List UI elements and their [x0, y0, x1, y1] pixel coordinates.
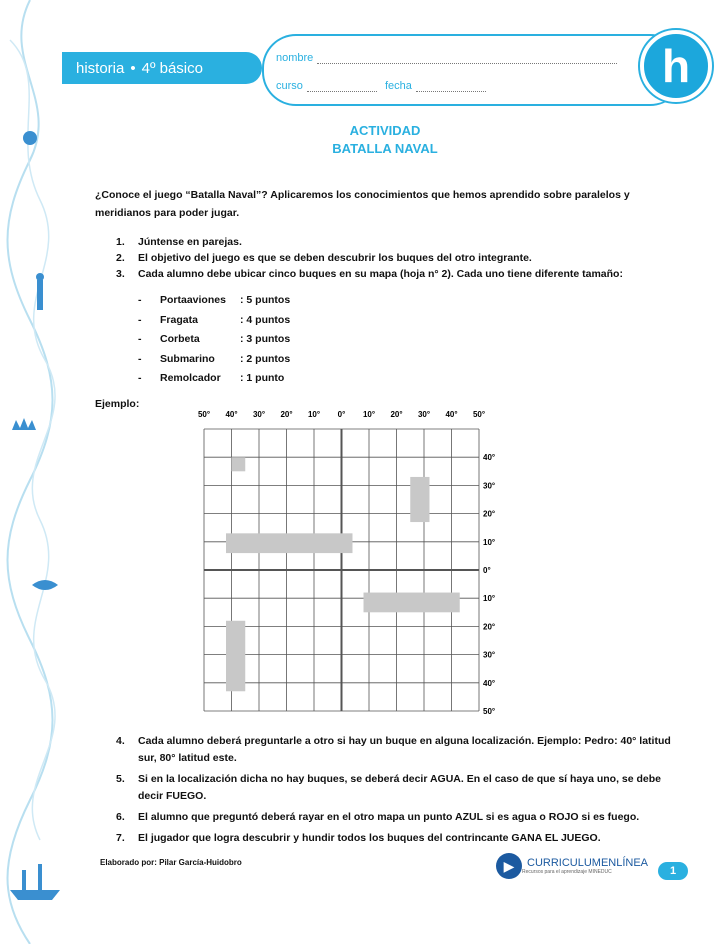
steps-list — [116, 234, 686, 282]
page-number: 1 — [658, 862, 688, 880]
top-tick-label: 10° — [362, 410, 376, 419]
ship-block — [226, 621, 245, 692]
right-tick-label: 30° — [483, 481, 496, 491]
top-tick-label: 30° — [252, 410, 266, 419]
right-tick-label: 0° — [483, 566, 491, 575]
list-item: 7. El jugador que logra descubrir y hundir todos los buques del contrincante GANA EL JUEGO. — [116, 832, 601, 844]
top-tick-label: 40° — [445, 410, 458, 419]
ship-block — [226, 533, 353, 553]
grade-label: 4º básico — [141, 59, 203, 77]
top-tick-label: 20° — [390, 410, 403, 419]
fecha-field[interactable]: fecha — [385, 80, 486, 92]
ship-row: - Portaaviones : 5 puntos — [138, 294, 291, 306]
top-tick-label: 50° — [472, 410, 486, 419]
soldier-icon — [36, 273, 44, 310]
top-tick-label: 20° — [280, 410, 293, 419]
battleship-grid — [190, 405, 510, 716]
list-item: 2. El objetivo del juego es que se deben descubrir los buques del otro integrante. — [116, 252, 532, 264]
play-icon: ▶ — [496, 853, 522, 879]
brand-subtitle: Recursos para el aprendizaje MINEDUC — [522, 868, 612, 875]
top-tick-label: 10° — [307, 410, 321, 419]
student-info-box — [262, 34, 684, 106]
page-title — [0, 122, 720, 158]
list-item: 6. El alumno que preguntó deberá rayar en el otro mapa un punto AZUL si es agua o ROJO si es fuego. — [116, 811, 640, 823]
separator: • — [130, 59, 136, 77]
right-tick-label: 20° — [483, 622, 496, 632]
curso-field[interactable]: curso — [276, 80, 377, 92]
list-item: 4. Cada alumno deberá preguntarle a otro si hay un buque en alguna localización. Ejemplo: Pedro: 40° latitud sur, 80° latitud este. — [116, 735, 671, 764]
right-tick-label: 10° — [483, 594, 496, 604]
ship-block — [232, 457, 246, 471]
nombre-field[interactable]: nombre — [276, 52, 617, 64]
list-item: 5. Si en la localización dicha no hay buques, se deberá decir AGUA. En el caso de que sí haya uno, se debe decir FUEGO. — [116, 773, 662, 802]
subject-label: historia — [76, 59, 125, 77]
top-tick-label: 40° — [225, 410, 238, 419]
subject-banner — [62, 52, 262, 84]
fish-icon — [32, 580, 58, 590]
curriculum-logo — [496, 853, 648, 879]
list-item: 3. Cada alumno debe ubicar cinco buques en su mapa (hoja n° 2). Cada uno tiene diferente tamaño: — [116, 268, 623, 280]
right-tick-label: 50° — [483, 707, 496, 716]
steps-list-2 — [116, 733, 686, 851]
intro-paragraph: ¿Conoce el juego “Batalla Naval”? Aplicaremos los conocimientos que hemos aprendido sobre paralelos y meridianos para poder jugar. — [95, 189, 630, 219]
right-tick-label: 40° — [483, 678, 496, 688]
list-item: 1. Júntense en parejas. — [116, 236, 242, 248]
ship-block — [364, 593, 460, 613]
example-label: Ejemplo: — [95, 398, 140, 410]
ship-row: - Fragata : 4 puntos — [138, 313, 291, 326]
right-tick-label: 20° — [483, 509, 496, 519]
title-line-2: BATALLA NAVAL — [332, 141, 438, 156]
crown-icon — [12, 418, 36, 430]
top-tick-label: 0° — [337, 410, 346, 419]
author-credit: Elaborado por: Pilar García-Huidobro — [100, 858, 242, 867]
ship-icon — [10, 864, 60, 900]
ship-row: - Corbeta : 3 puntos — [138, 333, 291, 345]
right-tick-label: 40° — [483, 453, 496, 463]
top-tick-label: 30° — [417, 410, 431, 419]
right-tick-label: 30° — [483, 650, 496, 660]
ship-row: - Remolcador : 1 punto — [138, 372, 285, 384]
top-tick-label: 50° — [197, 410, 211, 419]
h-logo: h — [640, 30, 712, 102]
title-line-1: ACTIVIDAD — [349, 123, 421, 138]
right-tick-label: 10° — [483, 537, 496, 547]
brand-name: CURRICULUMENLÍNEA — [527, 856, 649, 869]
ship-row: - Submarino : 2 puntos — [138, 352, 291, 365]
ship-block — [410, 477, 429, 522]
ship-list — [138, 291, 290, 389]
